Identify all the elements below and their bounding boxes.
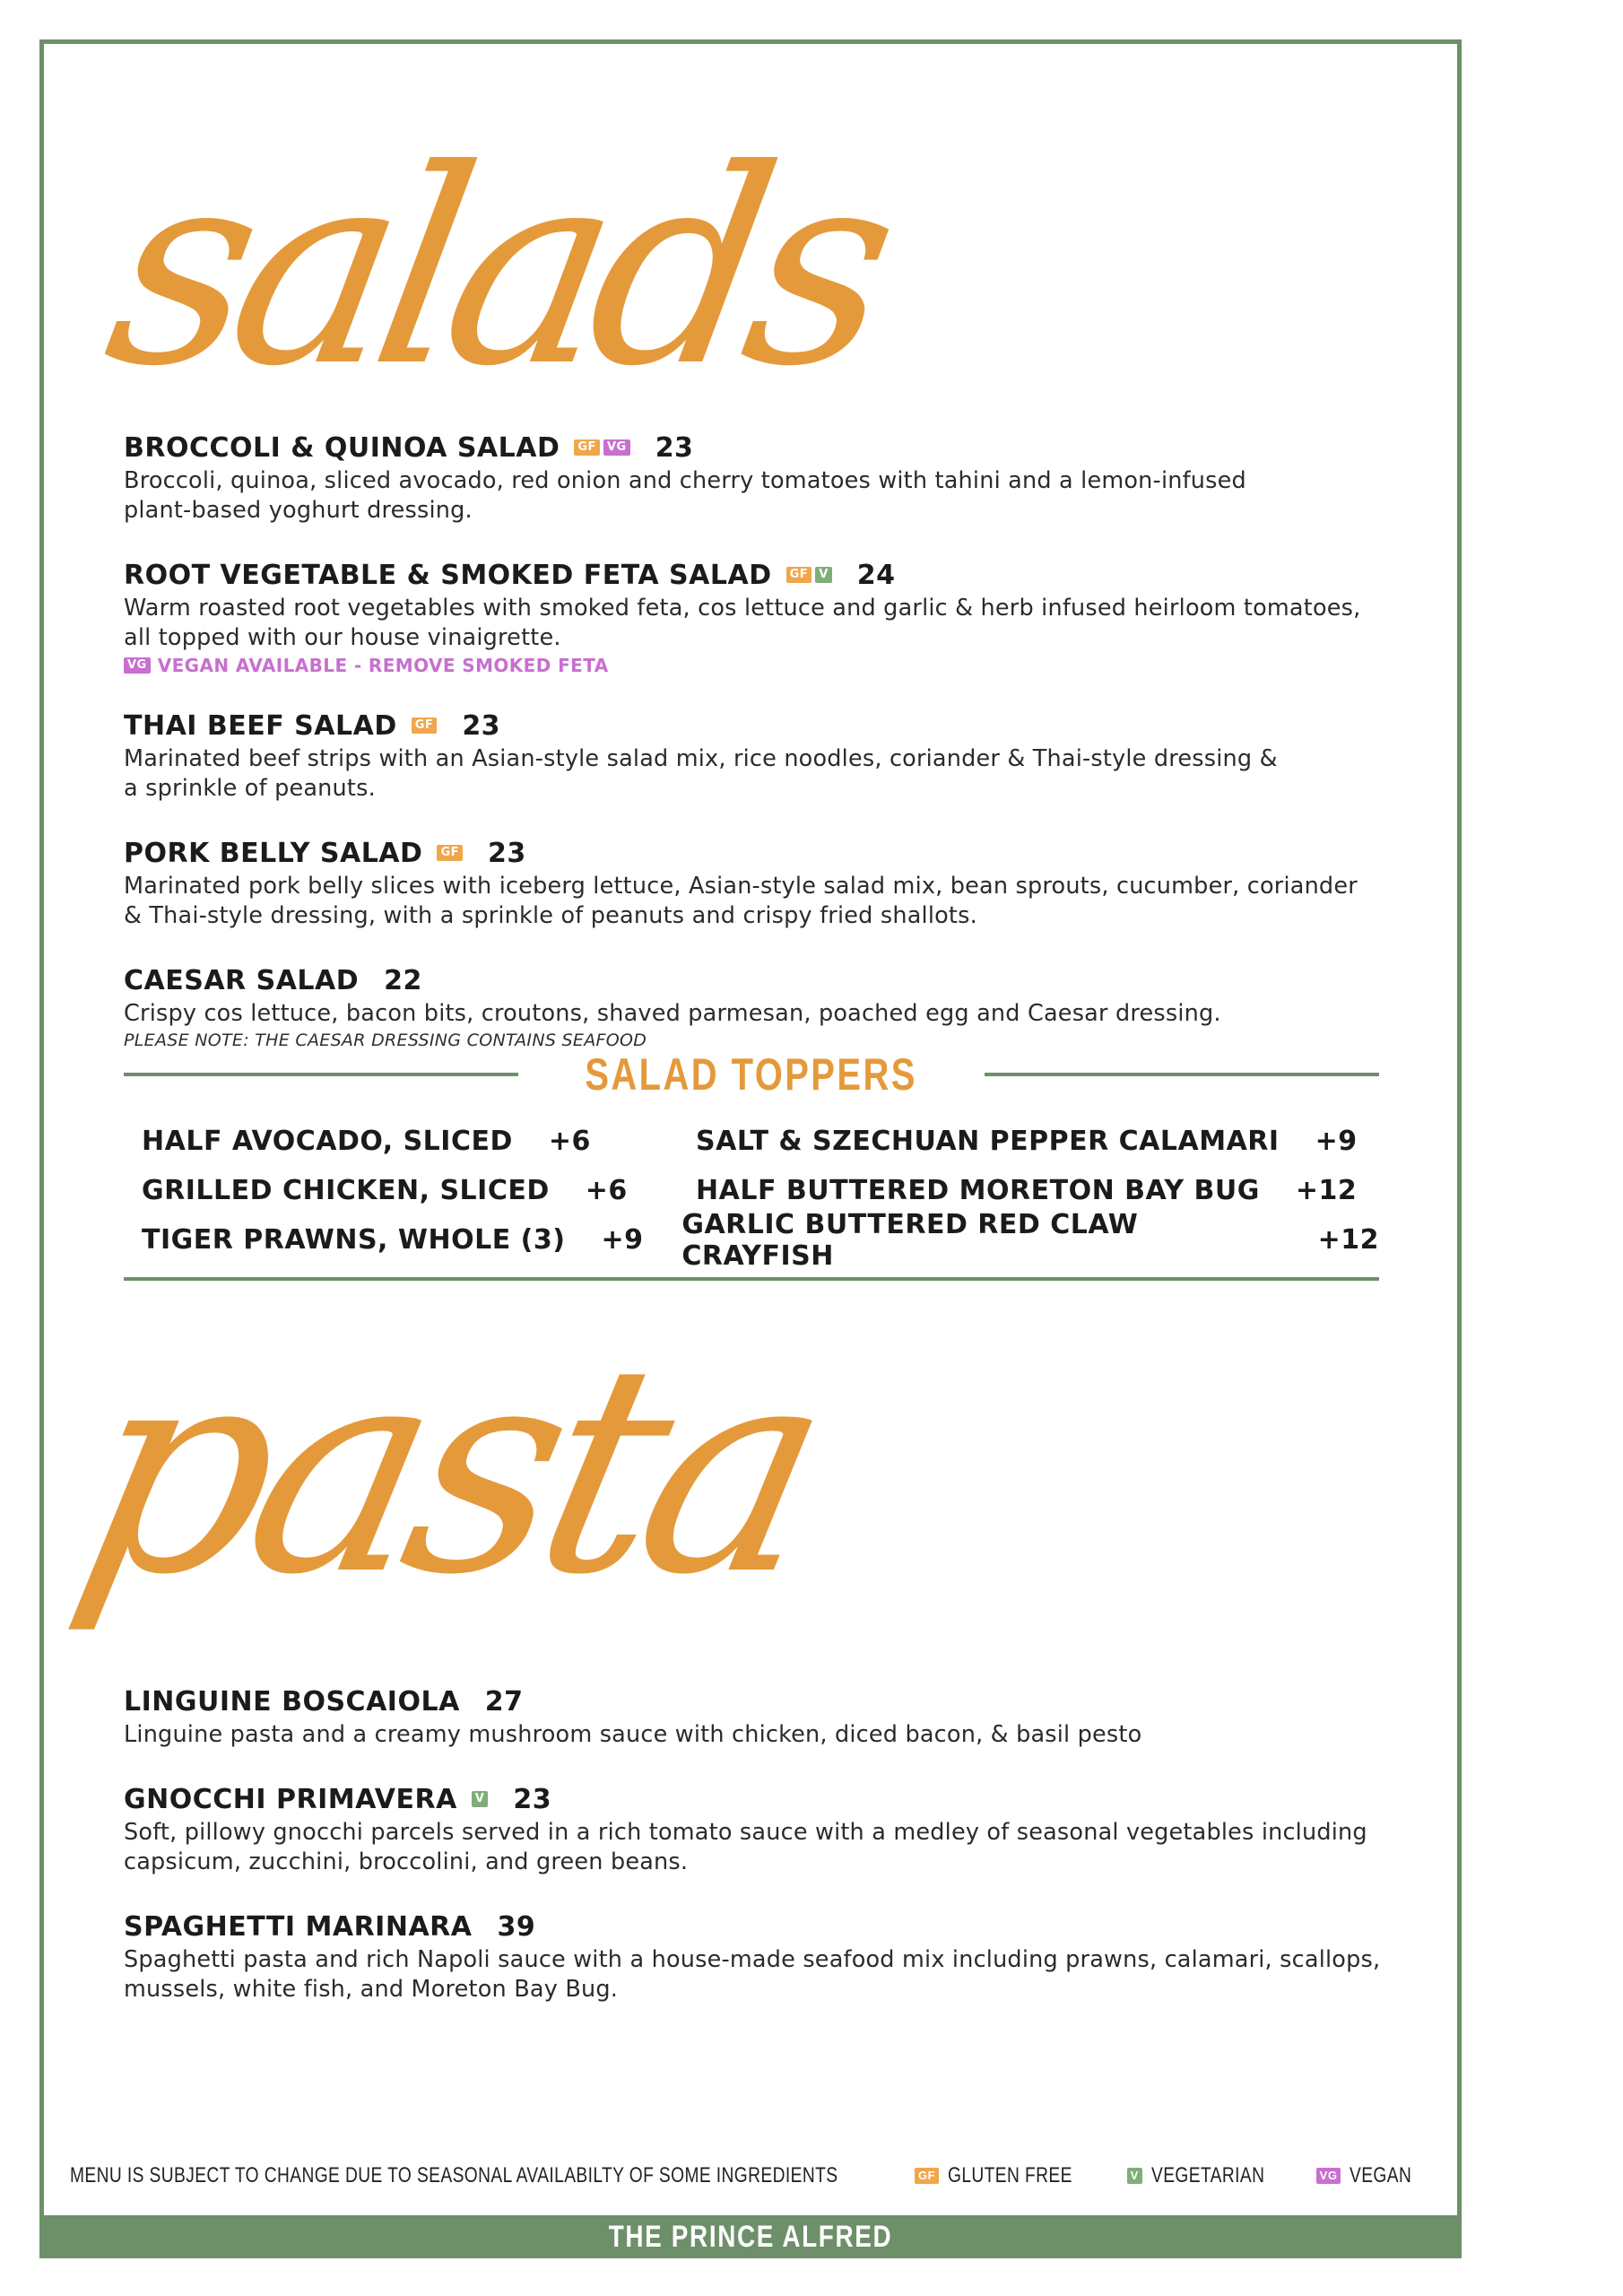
- item-description-line: & Thai-style dressing, with a sprinkle of peanuts and crispy fried shallots.: [124, 902, 977, 929]
- topper-name: HALF AVOCADO, SLICED: [142, 1126, 513, 1157]
- venue-name: THE PRINCE ALFRED: [608, 2219, 893, 2254]
- item-name: PORK BELLY SALAD: [124, 837, 423, 869]
- topper-item: [681, 1209, 1379, 1272]
- menu-item-header: [124, 429, 1388, 466]
- menu-item-header: [124, 556, 1388, 594]
- item-description-line: Marinated pork belly slices with iceberg lettuce, Asian-style salad mix, bean sprouts, cucumber, coriander: [124, 873, 1358, 900]
- item-price: 22: [384, 964, 422, 996]
- item-description-line: Crispy cos lettuce, bacon bits, croutons, shaved parmesan, poached egg and Caesar dressing.: [124, 1000, 1221, 1027]
- dietary-legend: [915, 2163, 1428, 2188]
- toppers-bottom-divider: [124, 1277, 1379, 1281]
- divider-left: [124, 1073, 518, 1076]
- dietary-tag-v: V: [472, 1791, 489, 1807]
- dietary-tag-vg: VG: [1316, 2168, 1341, 2184]
- menu-item: [124, 961, 1388, 1050]
- item-description-line: plant-based yoghurt dressing.: [124, 497, 473, 524]
- menu-item: [124, 429, 1388, 526]
- item-description-line: Broccoli, quinoa, sliced avocado, red onion and cherry tomatoes with tahini and a lemon-infused: [124, 467, 1246, 494]
- dietary-tags: [412, 718, 438, 734]
- topper-row: [142, 1117, 1379, 1166]
- item-price: 27: [484, 1685, 524, 1718]
- menu-item: [124, 1683, 1388, 1750]
- footer-bar: [39, 2215, 1462, 2258]
- menu-item: [124, 834, 1388, 931]
- dietary-tag-v: V: [815, 567, 832, 583]
- dietary-tag-gf: GF: [574, 439, 600, 456]
- item-name: THAI BEEF SALAD: [124, 709, 397, 742]
- legend-label: VEGETARIAN: [1150, 2163, 1265, 2187]
- item-note: PLEASE NOTE: THE CAESAR DRESSING CONTAINS SEAFOOD: [124, 1031, 647, 1050]
- item-description-line: a sprinkle of peanuts.: [124, 775, 376, 802]
- item-description-line: Linguine pasta and a creamy mushroom sauce with chicken, diced bacon, & basil pesto: [124, 1721, 1142, 1748]
- legend-label: VEGAN: [1350, 2163, 1412, 2187]
- pasta-script-title: pasta: [54, 1304, 842, 1638]
- salad-toppers-title: SALAD TOPPERS: [585, 1049, 918, 1100]
- item-name: ROOT VEGETABLE & SMOKED FETA SALAD: [124, 559, 772, 591]
- topper-item: [142, 1224, 681, 1256]
- dietary-tag-gf: GF: [412, 718, 438, 734]
- pasta-section: [124, 1683, 1388, 2035]
- item-price: 23: [513, 1783, 552, 1815]
- item-description-line: capsicum, zucchini, broccolini, and green beans.: [124, 1848, 689, 1875]
- item-description-line: all topped with our house vinaigrette.: [124, 624, 561, 651]
- menu-item: [124, 1908, 1388, 2005]
- topper-item: [696, 1126, 1358, 1157]
- vegan-note-text: VEGAN AVAILABLE - REMOVE SMOKED FETA: [157, 655, 609, 676]
- menu-item: [124, 556, 1388, 676]
- topper-price: +6: [585, 1175, 628, 1206]
- item-price: 23: [488, 837, 526, 869]
- item-description-line: mussels, white fish, and Moreton Bay Bug.: [124, 1976, 619, 2003]
- legend-item: [915, 2163, 1104, 2188]
- legend-label: GLUTEN FREE: [948, 2163, 1072, 2187]
- item-description-line: Soft, pillowy gnocchi parcels served in a rich tomato sauce with a medley of seasonal vegetables including: [124, 1819, 1367, 1846]
- topper-price: +9: [1315, 1126, 1358, 1157]
- topper-name: HALF BUTTERED MORETON BAY BUG: [696, 1175, 1260, 1206]
- item-name: LINGUINE BOSCAIOLA: [124, 1685, 460, 1718]
- item-name: GNOCCHI PRIMAVERA: [124, 1783, 457, 1815]
- menu-item: [124, 1780, 1388, 1877]
- topper-name: SALT & SZECHUAN PEPPER CALAMARI: [696, 1126, 1280, 1157]
- dietary-tag-v: V: [1127, 2168, 1142, 2184]
- menu-item-header: [124, 707, 1388, 744]
- legend-item: [1127, 2163, 1293, 2188]
- topper-price: +12: [1317, 1224, 1379, 1256]
- menu-item-header: [124, 834, 1388, 872]
- item-name: SPAGHETTI MARINARA: [124, 1910, 473, 1943]
- item-name: CAESAR SALAD: [124, 964, 360, 996]
- salads-section: [124, 429, 1388, 1081]
- dietary-tags: [786, 567, 832, 583]
- dietary-tags: [574, 439, 629, 456]
- item-price: 39: [497, 1910, 536, 1943]
- legend-item: [1316, 2163, 1428, 2188]
- topper-item: [142, 1126, 696, 1157]
- topper-price: +12: [1295, 1175, 1358, 1206]
- salad-toppers-list: [142, 1117, 1379, 1272]
- divider-right: [985, 1073, 1379, 1076]
- dietary-tag-vg: VG: [124, 657, 151, 674]
- menu-item: [124, 707, 1388, 804]
- topper-name: GRILLED CHICKEN, SLICED: [142, 1175, 550, 1206]
- item-description-line: Warm roasted root vegetables with smoked feta, cos lettuce and garlic & herb infused heirloom tomatoes,: [124, 595, 1361, 622]
- salad-toppers-header: [124, 1048, 1379, 1101]
- dietary-tags: [437, 845, 463, 861]
- topper-name: TIGER PRAWNS, WHOLE (3): [142, 1224, 566, 1256]
- topper-name: GARLIC BUTTERED RED CLAW CRAYFISH: [681, 1208, 1139, 1272]
- salads-script-title: salads: [89, 112, 903, 425]
- topper-price: +9: [601, 1224, 644, 1256]
- item-name: BROCCOLI & QUINOA SALAD: [124, 431, 560, 464]
- topper-item: [696, 1175, 1357, 1206]
- dietary-tags: [472, 1791, 489, 1807]
- menu-item-header: [124, 1780, 1388, 1818]
- topper-item: [142, 1175, 696, 1206]
- topper-row: [142, 1208, 1379, 1272]
- item-price: 23: [655, 431, 694, 464]
- dietary-tag-gf: GF: [786, 567, 812, 583]
- dietary-tag-gf: GF: [915, 2168, 939, 2184]
- topper-price: +6: [548, 1126, 591, 1157]
- item-description-line: Marinated beef strips with an Asian-style salad mix, rice noodles, coriander & Thai-style dressing &: [124, 745, 1278, 772]
- item-description-line: Spaghetti pasta and rich Napoli sauce with a house-made seafood mix including prawns, calamari, scallops,: [124, 1946, 1381, 1973]
- item-price: 24: [856, 559, 896, 591]
- vegan-available-note: [124, 655, 1388, 676]
- menu-disclaimer: MENU IS SUBJECT TO CHANGE DUE TO SEASONAL AVAILABILTY OF SOME INGREDIENTS: [70, 2163, 838, 2187]
- menu-item-header: [124, 1683, 1388, 1720]
- dietary-tag-gf: GF: [437, 845, 463, 861]
- menu-item-header: [124, 1908, 1388, 1945]
- item-price: 23: [462, 709, 501, 742]
- menu-item-header: [124, 961, 1388, 999]
- dietary-tag-vg: VG: [603, 439, 630, 456]
